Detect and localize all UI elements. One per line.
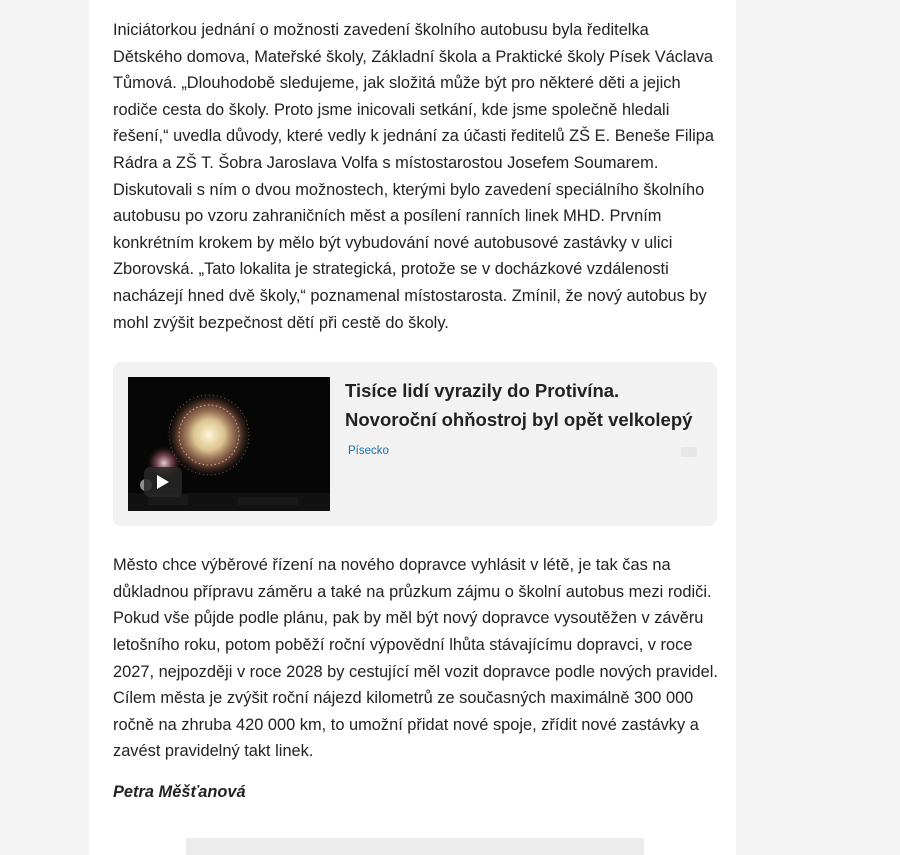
fireworks-video-thumbnail[interactable] bbox=[128, 377, 330, 511]
play-button[interactable] bbox=[144, 467, 182, 497]
article-author: Petra Měšťanová bbox=[113, 782, 246, 801]
related-article-title[interactable]: Tisíce lidí vyrazily do Protivína. Novoroční ohňostroj byl opět velkolepý bbox=[345, 380, 693, 431]
related-article-card[interactable] bbox=[113, 362, 717, 526]
share-icon[interactable] bbox=[679, 445, 699, 459]
article-body bbox=[113, 17, 719, 802]
next-content-block bbox=[186, 838, 644, 855]
related-article-tag[interactable]: Písecko bbox=[348, 445, 389, 458]
article-paragraph: Město chce výběrové řízení na nového dopravce vyhlásit v létě, je tak čas na důkladnou přípravu záměru a také na průzkum zájmu o školní autobus mezi rodiči. Pokud vše půjde podle plánu, pak by měl být nový dopravce vysoutěžen v závěru letošního roku, potom poběží roční výpovědní lhůta stávajícímu dopravci, v roce 2027, nejpozději v roce 2028 by cestující měl vozit dopravce podle nových pravidel. Cílem města je zvýšit roční nájezd kilometrů ze současných maximálně 300 000 ročně na zhruba 420 000 km, to umožní přidat nové spoje, zřídit nové zastávky a zavést pravidelný takt linek. bbox=[113, 556, 718, 761]
article-paragraph: Iniciátorkou jednání o možnosti zavedení školního autobusu byla ředitelka Dětského domova, Mateřské školy, Základní škola a Praktické školy Písek Václava Tůmová. „Dlouhodobě sledujeme, jak složitá může být pro některé děti a jejich rodiče cesta do školy. Proto jsme inicovali setkání, kde jsme společně hledali řešení,“ uvedla důvody, které vedly k jednání za účasti ředitelů ZŠ E. Beneše Filipa Rádra a ZŠ T. Šobra Jaroslava Volfa s místostarostou Josefem Soumarem. Diskutovali s ním o dvou možnostech, kterými bylo zavedení speciálního školního autobusu po vzoru zahraničních měst a posílení ranních linek MHD. Prvním konkrétním krokem by mělo být vybudování nové autobusové zastávky v ulici Zborovská. „Tato lokalita je strategická, protože se v docházkové vzdálenosti nacházejí hned dvě školy,“ poznamenal místostarosta. Zmínil, že nový autobus by mohl zvýšit bezpečnost dětí při cestě do školy. bbox=[113, 21, 715, 332]
play-icon bbox=[156, 474, 170, 490]
